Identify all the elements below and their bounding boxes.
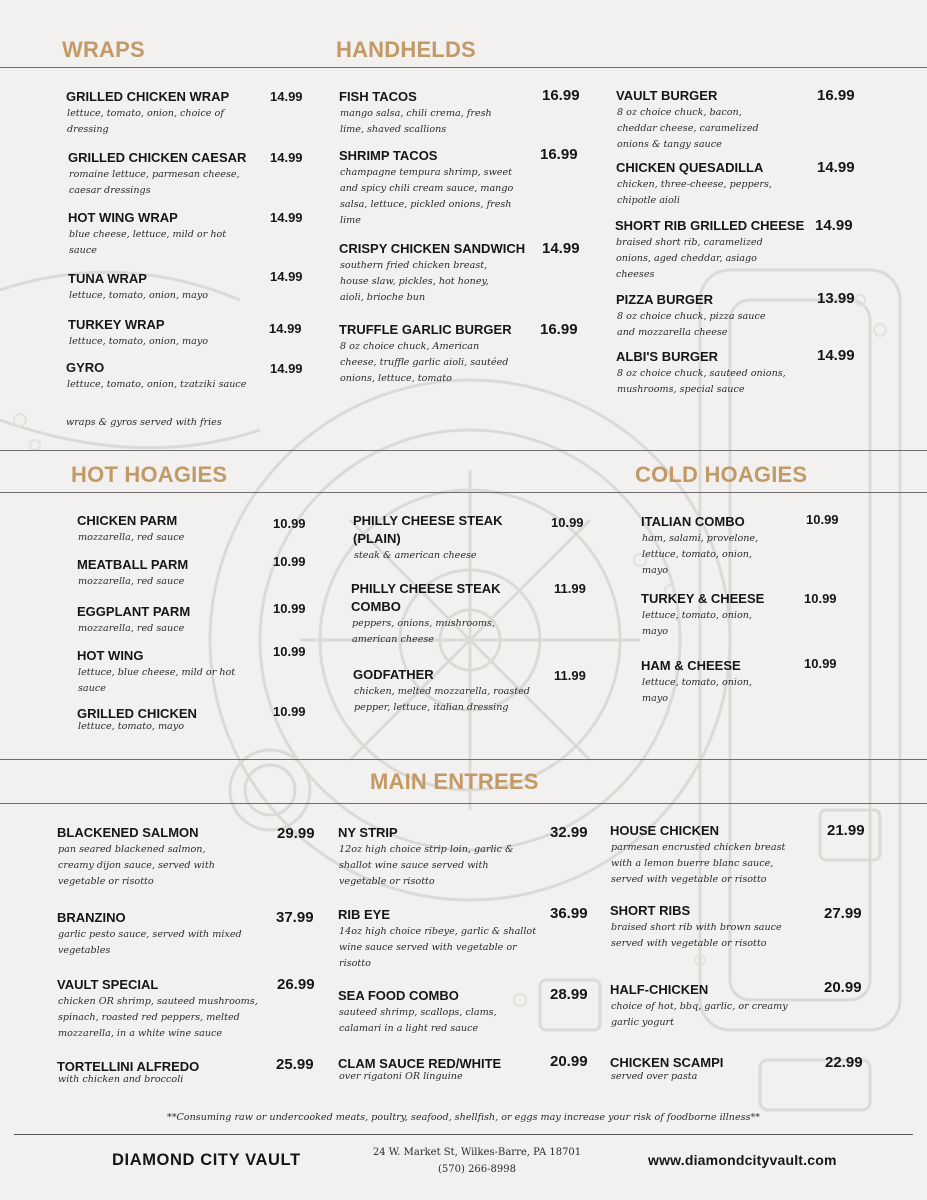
item-name: SHRIMP TACOS <box>339 148 438 163</box>
item-description: steak & american cheese <box>354 550 477 561</box>
item-price: 10.99 <box>551 515 584 530</box>
item-description: with chicken and broccoli <box>58 1074 184 1085</box>
item-price: 13.99 <box>817 290 855 307</box>
item-description: mango salsa, chili crema, fresh lime, shaved scallions <box>340 108 492 135</box>
item-description: romaine lettuce, parmesan cheese, caesar dressings <box>69 169 240 196</box>
item-description: braised short rib, caramelized onions, aged cheddar, asiago cheeses <box>616 237 763 280</box>
item-name: EGGPLANT PARM <box>77 604 191 619</box>
item-price: 16.99 <box>542 87 580 104</box>
item-name: HOT WING <box>77 648 144 663</box>
item-price: 21.99 <box>827 822 865 839</box>
item-name: BLACKENED SALMON <box>57 825 199 840</box>
item-price: 14.99 <box>270 150 303 165</box>
item-name: BRANZINO <box>57 910 126 925</box>
item-price: 10.99 <box>273 554 306 569</box>
item-description: 8 oz choice chuck, pizza sauce and mozzarella cheese <box>617 311 766 338</box>
item-name: GRILLED CHICKEN WRAP <box>66 89 230 104</box>
item-description: served over pasta <box>611 1071 698 1082</box>
divider-entrees-bottom <box>0 803 927 804</box>
item-description: sauteed shrimp, scallops, clams, calamari in a light red sauce <box>339 1007 497 1034</box>
item-description: chicken, melted mozzarella, roasted pepper, lettuce, italian dressing <box>354 686 530 713</box>
item-description: mozzarella, red sauce <box>78 532 185 543</box>
item-price: 32.99 <box>550 824 588 841</box>
divider-hoagies-top <box>0 450 927 451</box>
item-name: SEA FOOD COMBO <box>338 988 459 1003</box>
item-description: choice of hot, bbq, garlic, or creamy garlic yogurt <box>611 1001 788 1028</box>
item-name: PHILLY CHEESE STEAK COMBO <box>351 581 501 614</box>
item-name: NY STRIP <box>338 825 398 840</box>
item-name: MEATBALL PARM <box>77 557 189 572</box>
item-name: SHORT RIBS <box>610 903 691 918</box>
item-price: 27.99 <box>824 905 862 922</box>
item-price: 10.99 <box>804 656 837 671</box>
section-title-hot-hoagies: HOT HOAGIES <box>71 462 228 487</box>
item-description: peppers, onions, mushrooms, american cheese <box>352 618 495 645</box>
item-description: chicken, three-cheese, peppers, chipotle aioli <box>617 179 772 206</box>
item-price: 20.99 <box>550 1053 588 1070</box>
food-safety-warning: **Consuming raw or undercooked meats, poultry, seafood, shellfish, or eggs may increase your risk of foodborne illness** <box>166 1112 761 1123</box>
item-name: PHILLY CHEESE STEAK (PLAIN) <box>353 513 503 546</box>
item-name: ITALIAN COMBO <box>641 514 745 529</box>
item-name: HOT WING WRAP <box>68 210 178 225</box>
address: 24 W. Market St, Wilkes-Barre, PA 18701 <box>372 1147 582 1158</box>
item-description: lettuce, tomato, onion, tzatziki sauce <box>67 379 247 390</box>
item-description: lettuce, tomato, onion, choice of dressing <box>67 108 224 135</box>
item-price: 14.99 <box>817 347 855 364</box>
item-name: PIZZA BURGER <box>616 292 714 307</box>
item-price: 16.99 <box>540 146 578 163</box>
item-name: GYRO <box>66 360 105 375</box>
item-price: 10.99 <box>273 601 306 616</box>
item-name: ALBI'S BURGER <box>616 349 719 364</box>
item-name: GRILLED CHICKEN <box>77 706 197 721</box>
divider-hoagies-bottom <box>0 492 927 493</box>
item-description: 8 oz choice chuck, American cheese, truffle garlic aioli, sautéed onions, lettuce, tomato <box>340 341 509 384</box>
item-description: 8 oz choice chuck, sauteed onions, mushrooms, special sauce <box>617 368 786 395</box>
item-price: 14.99 <box>269 321 302 336</box>
divider-footer <box>14 1134 913 1135</box>
item-name: TURKEY & CHEESE <box>641 591 765 606</box>
item-price: 37.99 <box>276 909 314 926</box>
item-name: GRILLED CHICKEN CAESAR <box>68 150 247 165</box>
item-name: CLAM SAUCE RED/WHITE <box>338 1056 502 1071</box>
item-description: ham, salami, provelone, lettuce, tomato, onion, mayo <box>642 533 759 576</box>
divider-entrees-top <box>0 759 927 760</box>
item-price: 11.99 <box>554 581 586 596</box>
item-price: 10.99 <box>804 591 837 606</box>
section-title-handhelds: HANDHELDS <box>336 37 476 62</box>
section-title-wraps: WRAPS <box>62 37 145 62</box>
item-price: 14.99 <box>815 217 853 234</box>
item-description: lettuce, tomato, onion, mayo <box>642 610 752 637</box>
item-price: 10.99 <box>273 644 306 659</box>
item-price: 26.99 <box>277 976 315 993</box>
item-description: pan seared blackened salmon, creamy dijon sauce, served with vegetable or risotto <box>58 844 215 887</box>
address-block <box>362 1144 592 1178</box>
item-name: TUNA WRAP <box>68 271 147 286</box>
item-name: CHICKEN SCAMPI <box>610 1055 724 1070</box>
item-price: 14.99 <box>270 361 303 376</box>
item-price: 16.99 <box>540 321 578 338</box>
item-description: 8 oz choice chuck, bacon, cheddar cheese, caramelized onions & tangy sauce <box>617 107 759 150</box>
item-name: CHICKEN PARM <box>77 513 178 528</box>
wraps-note: wraps & gyros served with fries <box>66 417 222 428</box>
item-name: HOUSE CHICKEN <box>610 823 720 838</box>
item-price: 10.99 <box>273 704 306 719</box>
item-name: RIB EYE <box>338 907 391 922</box>
item-name: HAM & CHEESE <box>641 658 741 673</box>
item-price: 10.99 <box>806 512 839 527</box>
item-description: over rigatoni OR linguine <box>339 1071 463 1082</box>
item-name: TORTELLINI ALFREDO <box>57 1059 200 1074</box>
item-description: 14oz high choice ribeye, garlic & shallot wine sauce served with vegetable or risotto <box>339 926 537 969</box>
item-name: VAULT SPECIAL <box>57 977 159 992</box>
item-price: 25.99 <box>276 1056 314 1073</box>
item-price: 28.99 <box>550 986 588 1003</box>
item-description: lettuce, tomato, mayo <box>78 721 184 732</box>
item-description: mozzarella, red sauce <box>78 623 185 634</box>
item-name: FISH TACOS <box>339 89 417 104</box>
item-description: lettuce, blue cheese, mild or hot sauce <box>78 667 236 694</box>
item-name: VAULT BURGER <box>616 88 718 103</box>
item-name: HALF-CHICKEN <box>610 982 709 997</box>
item-price: 14.99 <box>817 159 855 176</box>
item-price: 14.99 <box>270 89 303 104</box>
item-price: 20.99 <box>824 979 862 996</box>
phone-number: (570) 266-8998 <box>438 1164 516 1175</box>
item-name: TRUFFLE GARLIC BURGER <box>339 322 512 337</box>
item-price: 36.99 <box>550 905 588 922</box>
item-description: 12oz high choice strip loin, garlic & shallot wine sauce served with vegetable or risotto <box>339 844 514 887</box>
website-link[interactable]: www.diamondcityvault.com <box>648 1152 837 1168</box>
item-description: lettuce, tomato, onion, mayo <box>69 290 209 301</box>
section-title-main-entrees: MAIN ENTREES <box>370 769 539 794</box>
item-name: GODFATHER <box>353 667 434 682</box>
item-description: mozzarella, red sauce <box>78 576 185 587</box>
item-description: champagne tempura shrimp, sweet and spicy chili cream sauce, mango salsa, lettuce, pickled onions, fresh lime <box>340 167 514 226</box>
item-name: CRISPY CHICKEN SANDWICH <box>339 241 526 256</box>
item-price: 22.99 <box>825 1054 863 1071</box>
item-price: 14.99 <box>270 210 303 225</box>
restaurant-name: DIAMOND CITY VAULT <box>112 1151 301 1169</box>
item-name: SHORT RIB GRILLED CHEESE <box>615 218 805 233</box>
item-price: 14.99 <box>270 269 303 284</box>
item-price: 16.99 <box>817 87 855 104</box>
section-title-cold-hoagies: COLD HOAGIES <box>635 462 808 487</box>
item-description: garlic pesto sauce, served with mixed vegetables <box>58 929 242 956</box>
item-description: parmesan encrusted chicken breast with a lemon buerre blanc sauce, served with vegetable or risotto <box>611 842 786 885</box>
item-price: 29.99 <box>277 825 315 842</box>
item-description: lettuce, tomato, onion, mayo <box>69 336 209 347</box>
item-price: 10.99 <box>273 516 306 531</box>
item-description: chicken OR shrimp, sauteed mushrooms, spinach, roasted red peppers, melted mozzarella, in a white wine sauce <box>58 996 258 1039</box>
item-name: CHICKEN QUESADILLA <box>616 160 764 175</box>
item-name: TURKEY WRAP <box>68 317 165 332</box>
divider-top <box>0 67 927 68</box>
item-description: blue cheese, lettuce, mild or hot sauce <box>69 229 227 256</box>
item-description: lettuce, tomato, onion, mayo <box>642 677 752 704</box>
item-price: 14.99 <box>542 240 580 257</box>
item-description: braised short rib with brown sauce served with vegetable or risotto <box>611 922 782 949</box>
item-description: southern fried chicken breast, house slaw, pickles, hot honey, aioli, brioche bun <box>340 260 489 303</box>
item-price: 11.99 <box>554 668 586 683</box>
